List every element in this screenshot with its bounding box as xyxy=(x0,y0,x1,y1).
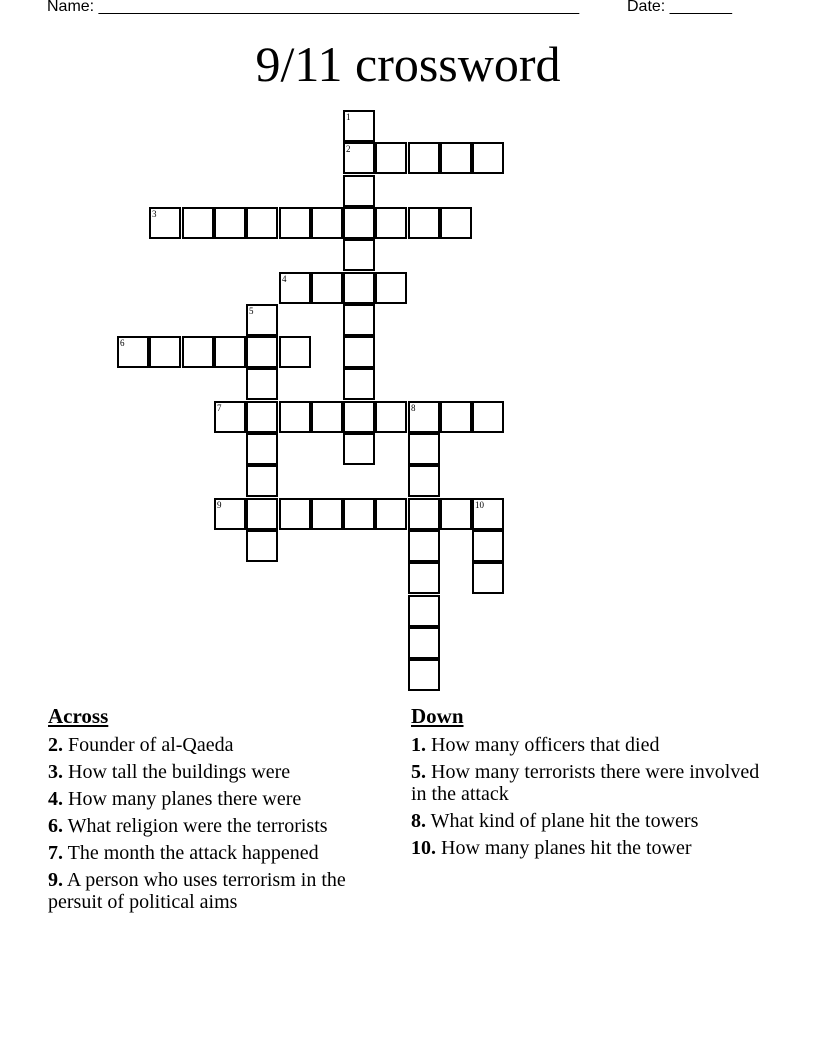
clue-text: How many planes there were xyxy=(68,788,302,810)
grid-cell[interactable] xyxy=(343,304,375,336)
page-title: 9/11 crossword xyxy=(255,36,561,92)
grid-cell[interactable] xyxy=(375,498,407,530)
grid-cell[interactable] xyxy=(311,498,343,530)
across-clue xyxy=(48,761,388,783)
across-clue xyxy=(48,788,388,810)
grid-cell[interactable] xyxy=(214,336,246,368)
grid-cell[interactable] xyxy=(343,368,375,400)
clue-text: How many planes hit the tower xyxy=(441,837,692,859)
clue-number: 8. xyxy=(411,810,426,832)
grid-cell[interactable] xyxy=(472,562,504,594)
grid-cell[interactable] xyxy=(408,627,440,659)
grid-cell[interactable] xyxy=(246,465,278,497)
clue-number: 6. xyxy=(48,815,63,837)
clue-number-label: 2 xyxy=(346,144,351,154)
grid-cell[interactable] xyxy=(182,336,214,368)
clue-text: What religion were the terrorists xyxy=(67,815,328,837)
grid-cell[interactable] xyxy=(343,239,375,271)
grid-cell[interactable] xyxy=(408,142,440,174)
grid-cell[interactable] xyxy=(440,401,472,433)
grid-cell[interactable] xyxy=(343,272,375,304)
grid-cell[interactable] xyxy=(408,433,440,465)
grid-cell[interactable] xyxy=(214,401,246,433)
grid-cell[interactable] xyxy=(472,401,504,433)
grid-cell[interactable] xyxy=(408,659,440,691)
grid-cell[interactable] xyxy=(149,336,181,368)
clue-number: 10. xyxy=(411,837,436,859)
clue-number: 2. xyxy=(48,734,63,756)
grid-cell[interactable] xyxy=(440,142,472,174)
clue-number-label: 6 xyxy=(120,338,125,348)
clue-text: Founder of al-Qaeda xyxy=(68,734,234,756)
clue-text: How many officers that died xyxy=(431,734,660,756)
down-clue-list xyxy=(411,734,771,859)
grid-cell[interactable] xyxy=(472,498,504,530)
grid-cell[interactable] xyxy=(311,272,343,304)
across-heading: Across xyxy=(48,704,109,728)
grid-cell[interactable] xyxy=(408,562,440,594)
grid-cell[interactable] xyxy=(279,207,311,239)
across-clue xyxy=(48,815,388,837)
name-field-label: Name: ______________________________________________________ xyxy=(47,0,580,15)
grid-cell[interactable] xyxy=(472,530,504,562)
across-clue-list xyxy=(48,734,388,913)
grid-cell[interactable] xyxy=(408,498,440,530)
grid-cell[interactable] xyxy=(440,207,472,239)
grid-cell[interactable] xyxy=(375,401,407,433)
grid-cell[interactable] xyxy=(279,498,311,530)
grid-cell[interactable] xyxy=(343,142,375,174)
grid-cell[interactable] xyxy=(343,207,375,239)
grid-cell[interactable] xyxy=(246,207,278,239)
clue-text: What kind of plane hit the towers xyxy=(430,810,699,832)
grid-cell[interactable] xyxy=(182,207,214,239)
down-clue xyxy=(411,734,771,756)
grid-cell[interactable] xyxy=(279,401,311,433)
grid-cell[interactable] xyxy=(343,498,375,530)
grid-cell[interactable] xyxy=(246,530,278,562)
grid-cell[interactable] xyxy=(246,433,278,465)
grid-cell[interactable] xyxy=(279,336,311,368)
clue-number-label: 3 xyxy=(152,209,157,219)
clue-number-label: 8 xyxy=(411,403,416,413)
grid-cell[interactable] xyxy=(214,207,246,239)
clue-number-label: 7 xyxy=(217,403,222,413)
clue-number-label: 9 xyxy=(217,500,222,510)
clue-number: 7. xyxy=(48,842,63,864)
down-clues xyxy=(411,704,771,864)
grid-cell[interactable] xyxy=(246,336,278,368)
clue-number: 9. xyxy=(48,869,63,891)
clue-text: How many terrorists there were involved in the attack xyxy=(411,761,760,805)
clue-number-label: 10 xyxy=(475,500,484,510)
clue-number: 3. xyxy=(48,761,63,783)
grid-cell[interactable] xyxy=(375,142,407,174)
grid-cell[interactable] xyxy=(343,401,375,433)
grid-cell[interactable] xyxy=(408,530,440,562)
across-clue xyxy=(48,842,388,864)
grid-cell[interactable] xyxy=(408,401,440,433)
grid-cell[interactable] xyxy=(375,272,407,304)
across-clues xyxy=(48,704,388,918)
grid-cell[interactable] xyxy=(246,498,278,530)
date-field-label: Date: _______ xyxy=(627,0,732,15)
clue-number: 4. xyxy=(48,788,63,810)
grid-cell[interactable] xyxy=(375,207,407,239)
grid-cell[interactable] xyxy=(149,207,181,239)
clue-number-label: 4 xyxy=(282,274,287,284)
grid-cell[interactable] xyxy=(343,336,375,368)
across-clue xyxy=(48,869,388,913)
grid-cell[interactable] xyxy=(246,401,278,433)
grid-cell[interactable] xyxy=(246,304,278,336)
grid-cell[interactable] xyxy=(343,433,375,465)
grid-cell[interactable] xyxy=(214,498,246,530)
clue-number-label: 1 xyxy=(346,112,351,122)
clue-text: A person who uses terrorism in the persuit of political aims xyxy=(48,869,346,913)
grid-cell[interactable] xyxy=(117,336,149,368)
grid-cell[interactable] xyxy=(408,595,440,627)
clue-number: 5. xyxy=(411,761,426,783)
clue-text: The month the attack happened xyxy=(67,842,319,864)
grid-cell[interactable] xyxy=(246,368,278,400)
down-heading: Down xyxy=(411,704,464,728)
grid-cell[interactable] xyxy=(472,142,504,174)
grid-cell[interactable] xyxy=(343,175,375,207)
down-clue xyxy=(411,761,771,805)
grid-cell[interactable] xyxy=(343,110,375,142)
grid-cell[interactable] xyxy=(408,207,440,239)
grid-cell[interactable] xyxy=(408,465,440,497)
down-clue xyxy=(411,810,771,832)
across-clue xyxy=(48,734,388,756)
clue-number-label: 5 xyxy=(249,306,254,316)
clue-text: How tall the buildings were xyxy=(68,761,291,783)
grid-cell[interactable] xyxy=(279,272,311,304)
grid-cell[interactable] xyxy=(311,401,343,433)
down-clue xyxy=(411,837,771,859)
grid-cell[interactable] xyxy=(311,207,343,239)
clue-number: 1. xyxy=(411,734,426,756)
grid-cell[interactable] xyxy=(440,498,472,530)
